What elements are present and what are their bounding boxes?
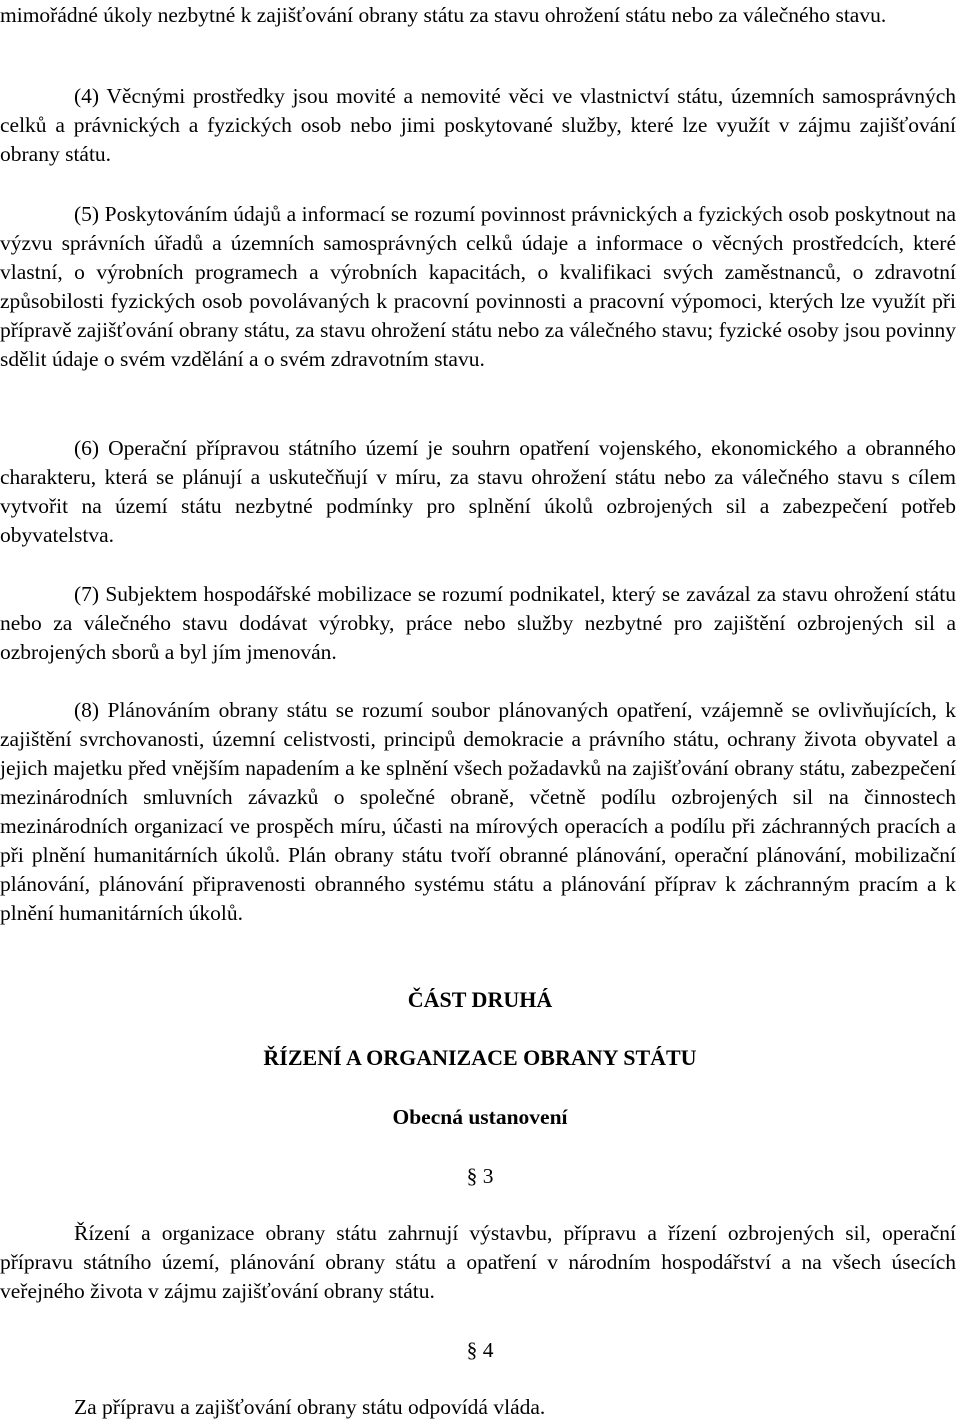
paragraph-7: (7) Subjektem hospodářské mobilizace se rozumí podnikatel, který se zavázal za stavu ohrožení státu nebo za válečného stavu dodávat výrobky, práce nebo služby nezbytné pro zajištění ozbrojených sil a ozbrojených sborů a byl jím jmenován. [0,582,956,664]
section-4-mark: § 4 [466,1338,494,1362]
paragraph-4: (4) Věcnými prostředky jsou movité a nemovité věci ve vlastnictví státu, územních samosprávných celků a právnických a fyzických osob nebo jimi poskytované služby, které lze využít v zájmu zajišťování obrany státu. [0,84,956,166]
section-3-mark: § 3 [466,1164,494,1188]
paragraph-6: (6) Operační přípravou státního území je souhrn opatření vojenského, ekonomického a obranného charakteru, která se plánují a uskutečňují v míru, za stavu ohrožení státu nebo za válečného stavu s cílem vytvořit na území státu nezbytné podmínky pro splnění úkolů ozbrojených sil a zabezpečení potřeb obyvatelstva. [0,436,956,547]
part-title: ŘÍZENÍ A ORGANIZACE OBRANY STÁTU [263,1045,697,1070]
paragraph-continuation: mimořádné úkoly nezbytné k zajišťování obrany státu za stavu ohrožení státu nebo za válečného stavu. [0,3,887,27]
paragraph-5: (5) Poskytováním údajů a informací se rozumí povinnost právnických a fyzických osob poskytnout na výzvu správních úřadů a územních samosprávných celků údaje a informace o věcných prostředcích, které vlastní, o výrobních programech a výrobních kapacitách, o kvalifikaci svých zaměstnanců, o zdravotní způsobilosti fyzických osob povolávaných k pracovní povinnosti a pracovní výpomoci, kterých lze využít při přípravě zajišťování obrany státu, za stavu ohrožení státu nebo za válečného stavu; fyzické osoby jsou povinny sdělit údaje o svém vzdělání a o svém zdravotním stavu. [0,202,956,371]
section-4-text: Za přípravu a zajišťování obrany státu odpovídá vláda. [74,1395,546,1419]
part-heading: ČÁST DRUHÁ [407,987,553,1012]
general-provisions-heading: Obecná ustanovení [392,1105,568,1129]
paragraph-8: (8) Plánováním obrany státu se rozumí soubor plánovaných opatření, vzájemně se ovlivňujících, k zajištění svrchovanosti, územní celistvosti, principů demokracie a právního státu, ochrany života obyvatel a jejich majetku před vnějším napadením a ke splnění všech požadavků na zajišťování obrany státu, zabezpečení mezinárodních smluvních závazků o společné obraně, včetně podílu ozbrojených sil na činnostech mezinárodních organizací ve prospěch míru, účasti na mírových operacích a podílu při záchranných pracích a při plnění humanitárních úkolů. Plán obrany státu tvoří obranné plánování, operační plánování, mobilizační plánování, plánování připravenosti obranného systému státu a plánování příprav k záchranným pracím a k plnění humanitárních úkolů. [0,698,956,925]
section-3-text: Řízení a organizace obrany státu zahrnují výstavbu, přípravu a řízení ozbrojených sil, operační přípravu státního území, plánování obrany státu a opatření v národním hospodářství a na všech úsecích veřejného života v zájmu zajišťování obrany státu. [0,1221,956,1303]
